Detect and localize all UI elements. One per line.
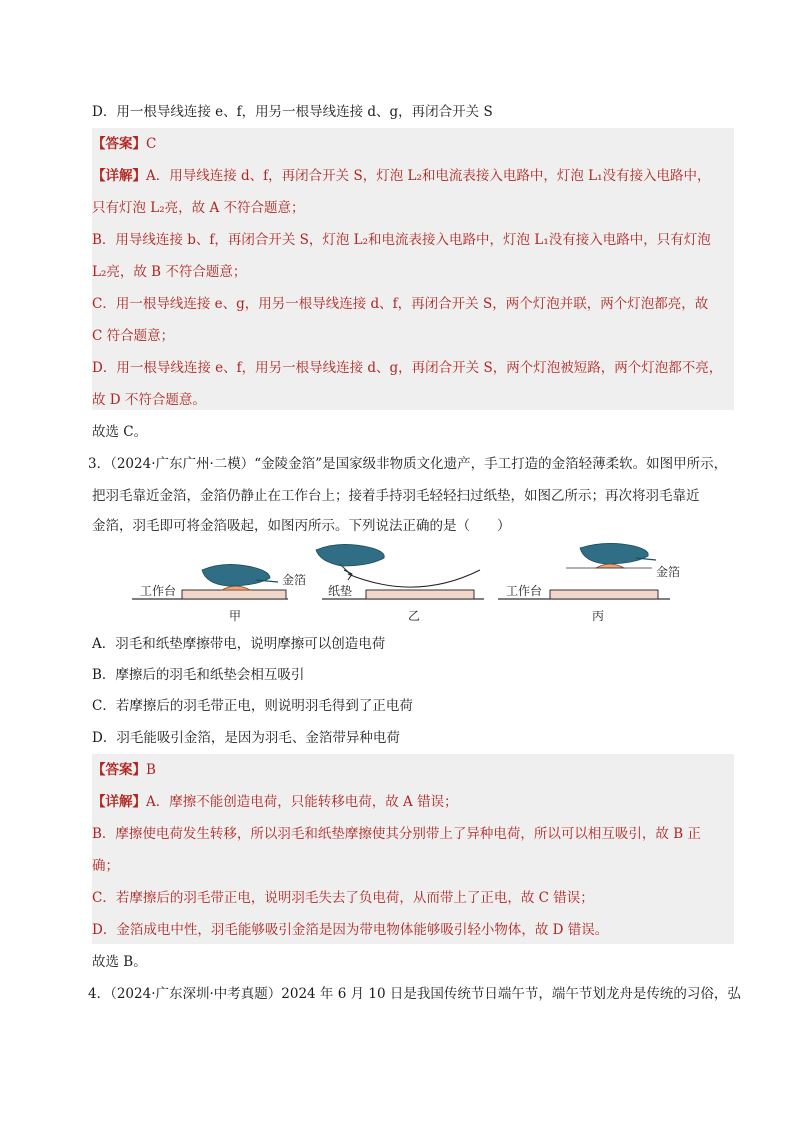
q3-detail-line-1 (92, 792, 458, 812)
figure-panel-jia (132, 564, 306, 623)
q3-figure (126, 540, 716, 624)
q3-detail-tag: 【详解】 (92, 794, 146, 810)
q3-option-a: A．羽毛和纸垫摩擦带电，说明摩擦可以创造电荷 (92, 636, 386, 652)
q3-option-d: D．羽毛能吸引金箔，是因为羽毛、金箔带异种电荷 (92, 730, 400, 746)
figure-panel-yi (316, 544, 484, 623)
label-work-table: 工作台 (506, 584, 543, 598)
work-table (182, 590, 286, 599)
q3-conclusion: 故选 B。 (92, 954, 147, 970)
q2-detail-line-3: B．用导线连接 b、f，再闭合开关 S，灯泡 L₂和电流表接入电路中，灯泡 L₁没有接入电路中，只有灯泡 (92, 232, 711, 248)
q2-detail-line-4: L₂亮，故 B 不符合题意； (92, 264, 247, 280)
q2-detail-line-8: 故 D 不符合题意。 (92, 392, 206, 408)
q2-detail-line-2: 只有灯泡 L₂亮，故 A 不符合题意； (92, 200, 305, 216)
sweep-arrow (348, 570, 480, 587)
gold-foil (222, 586, 250, 590)
figure-panel-bing (498, 543, 680, 623)
q2-answer-tag: 【答案】 (92, 136, 146, 152)
label-work-table: 工作台 (140, 584, 177, 598)
q3-detail-line-5: D．金箔成电中性，羽毛能够吸引金箔是因为带电物体能够吸引轻小物体，故 D 错误。 (92, 922, 609, 938)
q3-detail-line-4: C．若摩擦后的羽毛带正电，说明羽毛失去了负电荷，从而带上了正电，故 C 错误； (92, 890, 594, 906)
q3-stem-line-3: 金箔，羽毛即可将金箔吸起，如图丙所示。下列说法正确的是（ ） (92, 518, 511, 534)
arrow-head-icon (344, 570, 352, 580)
label-gold-foil: 金箔 (656, 565, 681, 579)
q2-option-d: D．用一根导线连接 e、f，用另一根导线连接 d、g，再闭合开关 S (92, 104, 493, 120)
q3-option-c: C．若摩擦后的羽毛带正电，则说明羽毛得到了正电荷 (92, 698, 413, 714)
feather-icon (316, 544, 384, 566)
q3-solution-box (92, 754, 734, 944)
q2-detail-line-6: C 符合题意； (92, 328, 175, 344)
label-gold-foil: 金箔 (282, 573, 307, 587)
q3-detail-line-3: 确； (92, 858, 119, 874)
label-paper-pad: 纸垫 (328, 584, 353, 598)
caption-jia: 甲 (229, 609, 242, 623)
feather-icon (202, 564, 270, 586)
paper-pad (366, 590, 474, 599)
q3-option-b: B．摩擦后的羽毛和纸垫会相互吸引 (92, 667, 305, 683)
feather-icon (580, 543, 648, 564)
caption-bing: 丙 (592, 609, 605, 623)
q2-answer (92, 134, 156, 154)
q3-answer-tag: 【答案】 (92, 762, 146, 778)
q2-conclusion: 故选 C。 (92, 424, 148, 440)
q3-stem-line-1: 3．（2024·广东广州·二模）“金陵金箔”是国家级非物质文化遗产，手工打造的金箔轻薄柔软。如图甲所示， (88, 456, 728, 472)
q2-detail-line-5: C．用一根导线连接 e、g，用另一根导线连接 d、f，再闭合开关 S，两个灯泡并联，两个灯泡都亮，故 (92, 296, 709, 312)
caption-yi: 乙 (408, 609, 421, 623)
q4-stem-line-1: 4．（2024·广东深圳·中考真题）2024 年 6 月 10 日是我国传统节日端午节，端午节划龙舟是传统的习俗，弘 (88, 986, 741, 1002)
work-table (550, 590, 658, 599)
q3-detail-text: A．摩擦不能创造电荷，只能转移电荷，故 A 错误； (146, 794, 458, 810)
q3-stem-line-2: 把羽毛靠近金箔，金箔仍静止在工作台上；接着手持羽毛轻轻扫过纸垫，如图乙所示；再次将羽毛靠近 (92, 488, 700, 504)
q3-answer-value: B (146, 762, 156, 778)
gold-foil (596, 564, 624, 568)
q3-detail-line-2: B．摩擦使电荷发生转移，所以羽毛和纸垫摩擦使其分别带上了异种电荷，所以可以相互吸引，故 B 正 (92, 826, 701, 842)
q2-detail-line-1 (92, 166, 711, 186)
q2-detail-text: A．用导线连接 d、f，再闭合开关 S，灯泡 L₂和电流表接入电路中，灯泡 L₁没有接入电路中， (146, 168, 711, 184)
q3-answer (92, 760, 156, 780)
q2-answer-value: C (146, 136, 157, 152)
q2-detail-line-7: D．用一根导线连接 e、f，用另一根导线连接 d、g，再闭合开关 S，两个灯泡被短路，两个灯泡都不亮， (92, 360, 723, 376)
q2-detail-tag: 【详解】 (92, 168, 146, 184)
